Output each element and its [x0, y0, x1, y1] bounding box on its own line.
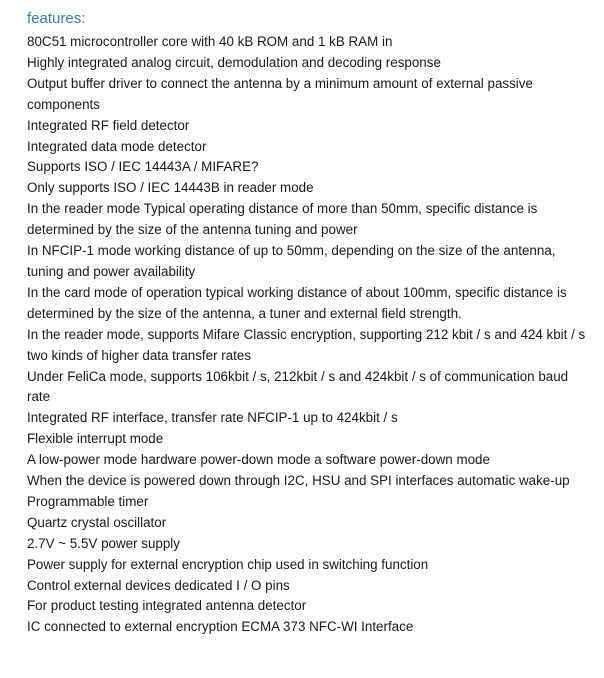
feature-item: Integrated RF interface, transfer rate NFCIP-1 up to 424kbit / s	[27, 410, 398, 426]
feature-list	[27, 32, 587, 638]
feature-item: Highly integrated analog circuit, demodulation and decoding response	[27, 54, 441, 70]
feature-item: When the device is powered down through I2C, HSU and SPI interfaces automatic wake-up	[27, 473, 570, 489]
features-heading: features:	[27, 10, 86, 27]
feature-item: For product testing integrated antenna detector	[27, 598, 307, 614]
feature-item: Integrated data mode detector	[27, 138, 207, 154]
feature-item: In the reader mode Typical operating distance of more than 50mm, specific distance is determined by the size of the antenna tuning and power	[27, 201, 538, 238]
feature-item: Integrated RF field detector	[27, 117, 190, 133]
feature-item: IC connected to external encryption ECMA 373 NFC-WI Interface	[27, 619, 414, 635]
feature-item: Output buffer driver to connect the antenna by a minimum amount of external passive components	[27, 75, 533, 112]
feature-item: Under FeliCa mode, supports 106kbit / s, 212kbit / s and 424kbit / s of communication baud rate	[27, 368, 569, 405]
feature-item: In the reader mode, supports Mifare Classic encryption, supporting 212 kbit / s and 424 kbit / s two kinds of higher data transfer rates	[27, 326, 586, 363]
feature-item: 80C51 microcontroller core with 40 kB ROM and 1 kB RAM in	[27, 34, 393, 49]
feature-item: Power supply for external encryption chip used in switching function	[27, 556, 429, 572]
feature-item: 2.7V ~ 5.5V power supply	[27, 535, 180, 551]
feature-item: Control external devices dedicated I / O pins	[27, 577, 290, 593]
feature-item: In NFCIP-1 mode working distance of up to 50mm, depending on the size of the antenna, tuning and power availability	[27, 243, 556, 279]
feature-item: Only supports ISO / IEC 14443B in reader mode	[27, 180, 314, 196]
feature-item: Quartz crystal oscillator	[27, 514, 167, 530]
feature-item: A low-power mode hardware power-down mode a software power-down mode	[27, 452, 490, 468]
feature-item: Supports ISO / IEC 14443A / MIFARE?	[27, 159, 259, 175]
feature-item: Flexible interrupt mode	[27, 431, 164, 447]
feature-item: Programmable timer	[27, 493, 149, 509]
feature-item: In the card mode of operation typical working distance of about 100mm, specific distance is determined by the size of the antenna, a tuner and external field strength.	[27, 284, 567, 321]
